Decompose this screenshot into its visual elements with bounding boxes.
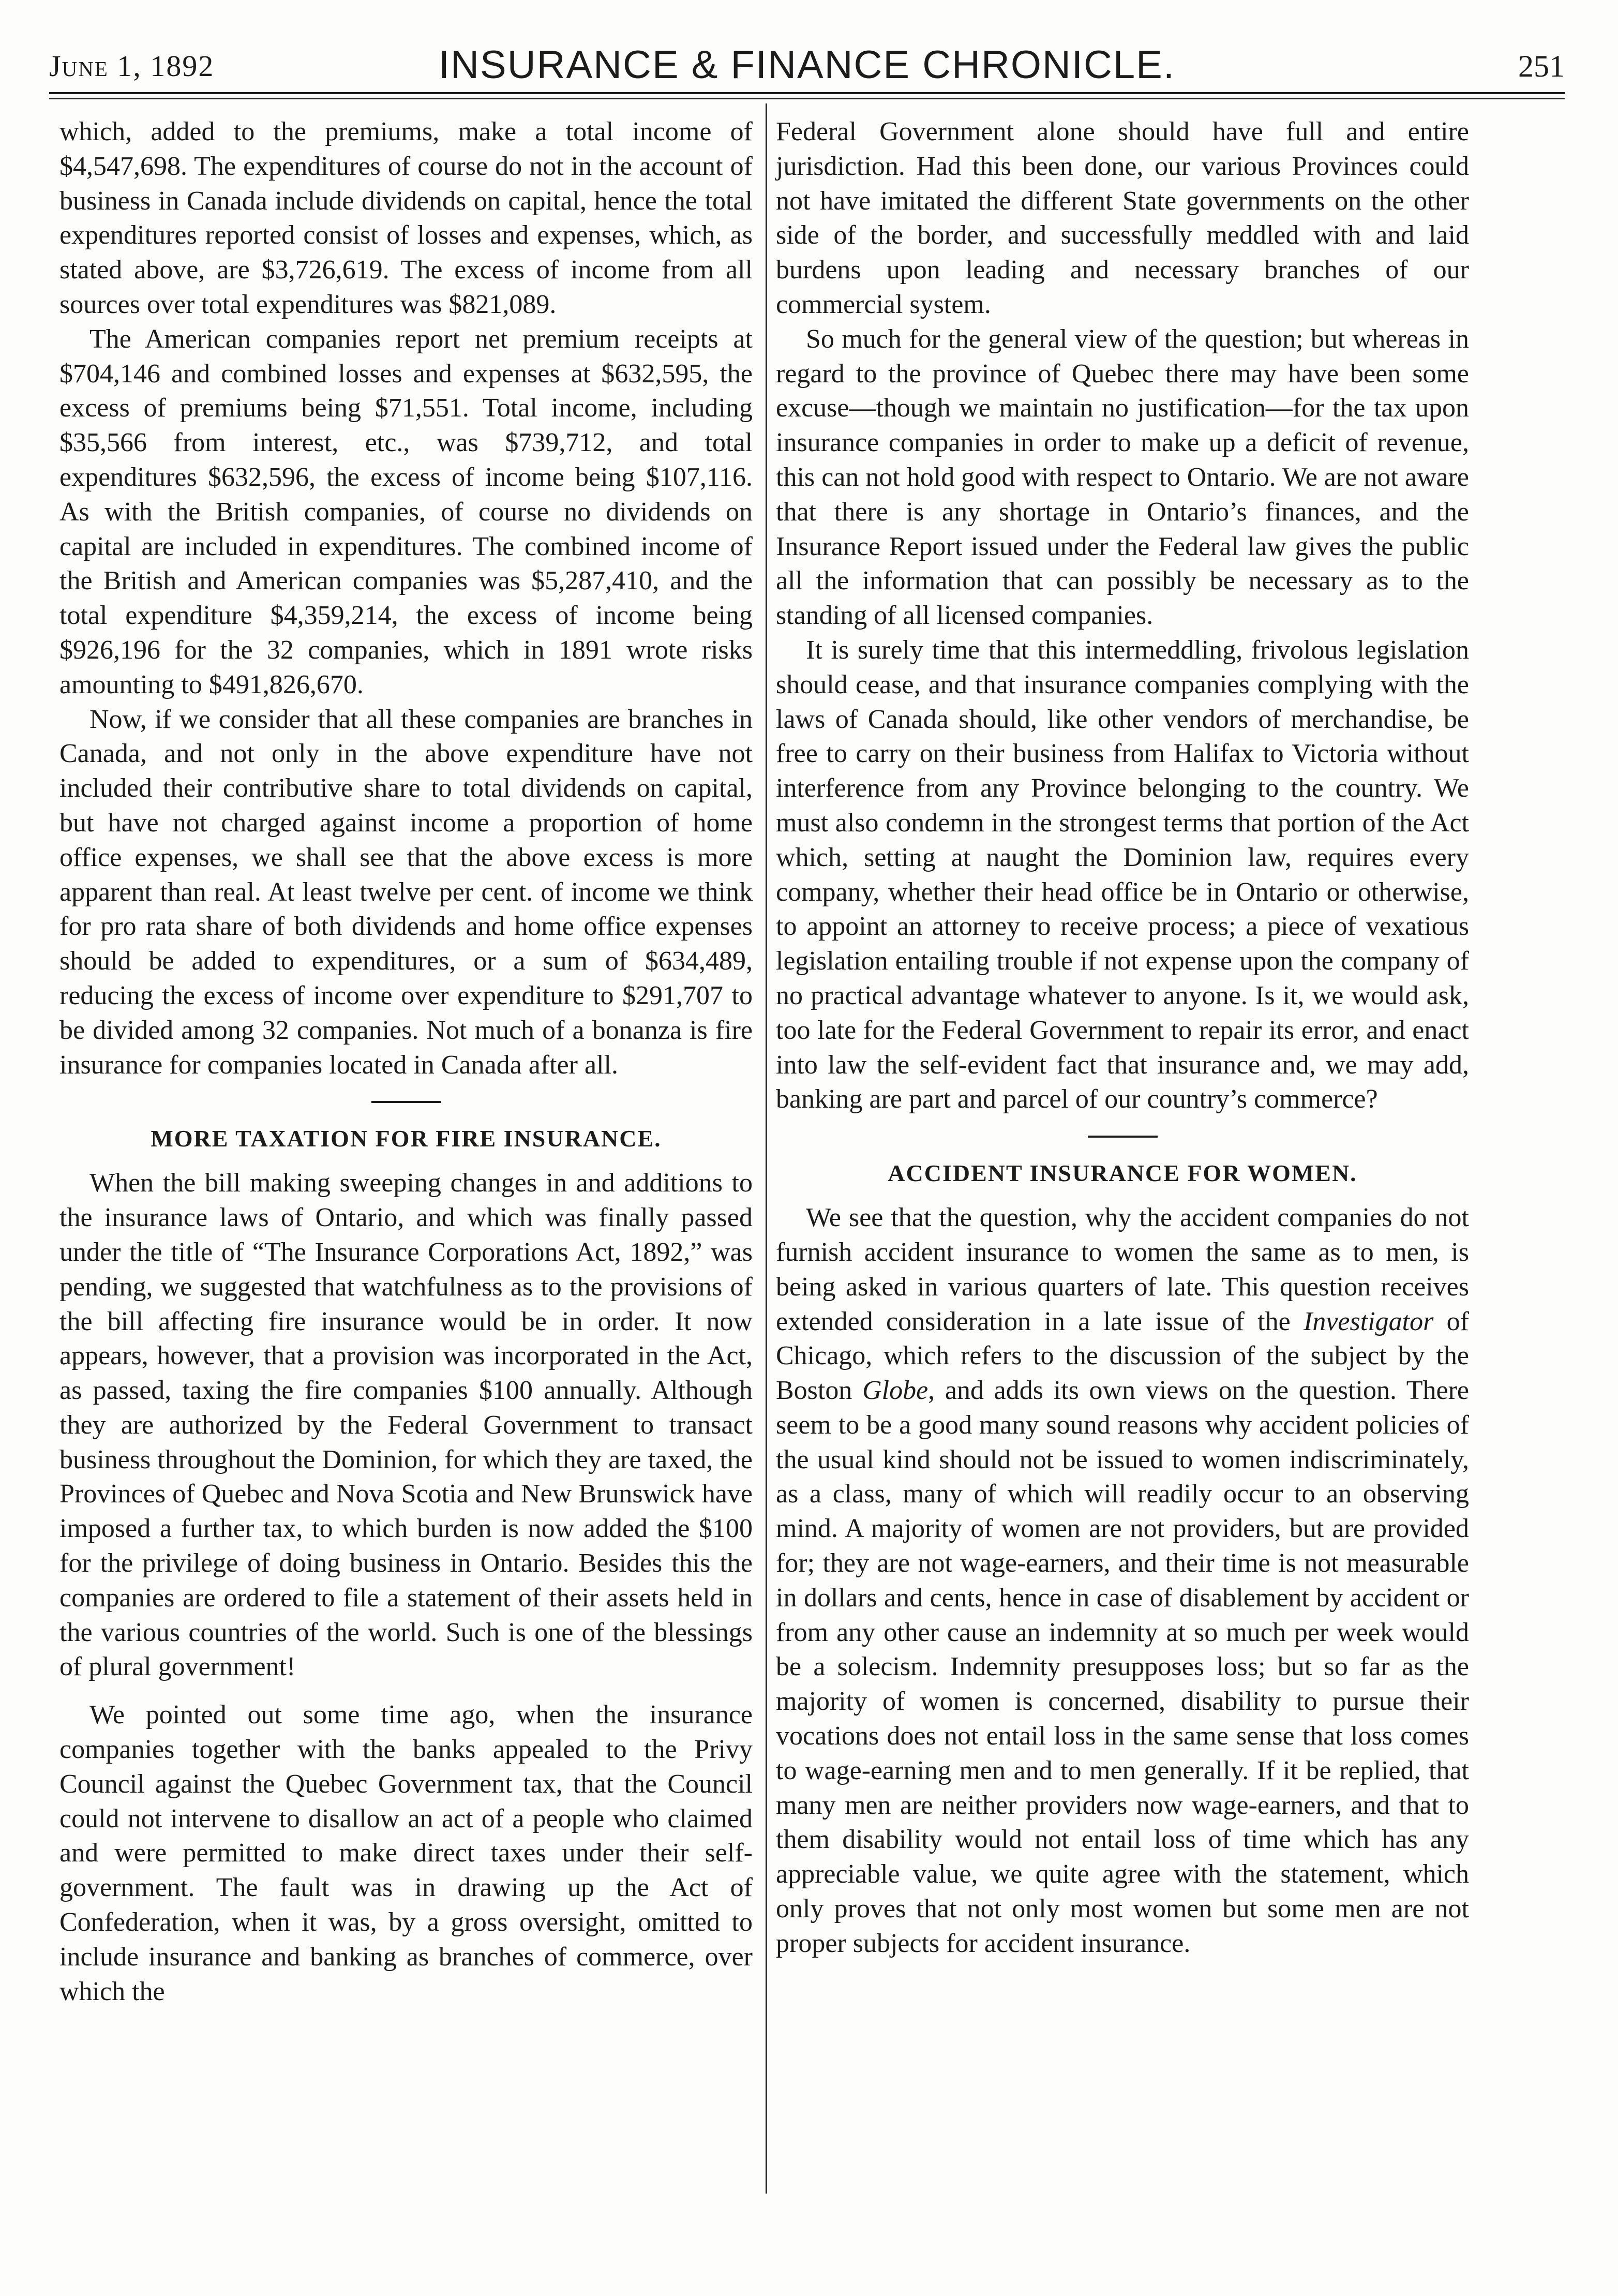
left-paragraph-4: When the bill making sweeping changes in and additions to the insurance laws of Ontario, and which was finally passed under the title of “The Insurance Corporations Act, 1892,” was pending, we suggested that watchfulness as to the provisions of the bill affecting fire insurance would be in order. It now appears, however, that a provision was incorporated in the Act, as passed, taxing the fire companies $100 annually. Although they are authorized by the Federal Government to transact business throughout the Dominion, for which they are taxed, the Provinces of Quebec and Nova Scotia and New Brunswick have imposed a further tax, to which burden is now added the $100 for the privilege of doing business in Ontario. Besides this the companies are ordered to file a statement of their assets held in the various countries of the world. Such is one of the blessings of plural government! bbox=[59, 1168, 753, 1682]
article-heading-accident: ACCIDENT INSURANCE FOR WOMEN. bbox=[888, 1160, 1357, 1187]
page-number: 251 bbox=[1518, 49, 1565, 83]
right-paragraph-2: So much for the general view of the question; but whereas in regard to the province of Quebec there may have been some excuse—though we maintain no justification—for the tax upon insurance companies in order to make up a deficit of revenue, this can not hold good with respect to Ontario. We are not aware that there is any shortage in Ontario’s finances, and the Insurance Report issued under the Federal law gives the public all the information that can possibly be necessary as to the standing of all licensed companies. bbox=[776, 324, 1469, 631]
left-paragraph-2: The American companies report net premium receipts at $704,146 and combined losses and expenses at $632,595, the excess of premiums being $71,551. Total income, including $35,566 from interest, etc., was $739,712, and total expenditures $632,596, the excess of income being $107,116. As with the British companies, of course no dividends on capital are included in expenditures. The combined income of the British and American companies was $5,287,410, and the total expenditure $4,359,214, the excess of income being $926,196 for the 32 companies, which in 1891 wrote risks amounting to $491,826,670. bbox=[59, 324, 753, 699]
left-paragraph-5: We pointed out some time ago, when the insurance companies together with the banks appealed to the Privy Council against the Quebec Government tax, that the Council could not intervene to disallow an act of a people who claimed and were permitted to make direct taxes under their self-government. The fault was in drawing up the Act of Confederation, when it was, by a gross oversight, omitted to include insurance and banking as branches of commerce, over which the bbox=[59, 1700, 753, 2006]
globe-title: Globe bbox=[862, 1376, 928, 1406]
investigator-title: Investigator bbox=[1304, 1306, 1434, 1336]
left-column bbox=[59, 115, 753, 2009]
issue-date: June 1, 1892 bbox=[49, 49, 215, 83]
section-divider bbox=[1088, 1136, 1158, 1138]
right-paragraph-3: It is surely time that this intermeddling, frivolous legislation should cease, and that insurance companies complying with the laws of Canada should, like other vendors of merchandise, be free to carry on their business from Halifax to Victoria without interference from any Province belonging to the country. We must also condemn in the strongest terms that portion of the Act which, setting at naught the Dominion law, requires every company, whether their head office be in Ontario or otherwise, to appoint an attorney to receive process; a piece of vexatious legislation entailing trouble if not expense upon the company of no practical advantage whatever to anyone. Is it, we would ask, too late for the Federal Government to repair its error, and enact into law the self-evident fact that insurance and, we may add, banking are part and parcel of our country’s commerce? bbox=[776, 635, 1469, 1114]
paragraph-text: , and adds its own views on the question. There seem to be a good many sound reasons why accident policies of the usual kind should not be issued to women indiscriminately, as a class, many of which will readily occur to an observing mind. A majority of women are not providers, but are provided for; they are not wage-earners, and their time is not measurable in dollars and cents, hence in case of disablement by accident or from any other cause an indemnity at so much per week would be a solecism. Indemnity presupposes loss; but so far as the majority of women is concerned, disability to pursue their vocations does not entail loss in the same sense that loss comes to wage-earning men and to men generally. If it be replied, that many men are neither providers now wage-earners, and that to them disability would not entail loss of time which has any appreciable value, we quite agree with the statement, which only proves that not only most women but some men are not proper subjects for accident insurance. bbox=[776, 1376, 1469, 1958]
article-heading-taxation: MORE TAXATION FOR FIRE INSURANCE. bbox=[151, 1125, 662, 1152]
header-rule bbox=[49, 92, 1565, 99]
paragraph-text: of Chicago, which refers to the discussion of the subject by the Boston bbox=[776, 1306, 1469, 1406]
left-paragraph-3: Now, if we consider that all these companies are branches in Canada, and not only in the above expenditure have not included their contributive share to total dividends on capital, but have not charged against income a proportion of home office expenses, we shall see that the above excess is more apparent than real. At least twelve per cent. of income we think for pro rata share of both dividends and home office expenses should be added to expenditures, or a sum of $634,489, reducing the excess of income over expenditure to $291,707 to be divided among 32 companies. Not much of a bonanza is fire insurance for companies located in Canada after all. bbox=[59, 704, 753, 1080]
left-paragraph-1: which, added to the premiums, make a total income of $4,547,698. The expenditures of course do not in the account of business in Canada include dividends on capital, hence the total expenditures reported consist of losses and expenses, which, as stated above, are $3,726,619. The excess of income from all sources over total expenditures was $821,089. bbox=[59, 117, 753, 319]
right-paragraph-1: Federal Government alone should have full and entire jurisdiction. Had this been done, our various Provinces could not have imitated the different State governments on the other side of the border, and successfully meddled with and laid burdens upon leading and necessary branches of our commercial system. bbox=[776, 117, 1469, 319]
paragraph-text: We see that the question, why the accident companies do not furnish accident insurance to women the same as to men, is being asked in various quarters of late. This question receives extended consideration in a late issue of the bbox=[776, 1203, 1469, 1336]
column-divider bbox=[766, 103, 767, 2194]
journal-title: INSURANCE & FINANCE CHRONICLE. bbox=[439, 43, 1175, 87]
right-column bbox=[776, 115, 1469, 1961]
page-header bbox=[49, 41, 1565, 98]
section-divider bbox=[371, 1101, 441, 1103]
right-paragraph-4 bbox=[776, 1201, 1469, 1961]
